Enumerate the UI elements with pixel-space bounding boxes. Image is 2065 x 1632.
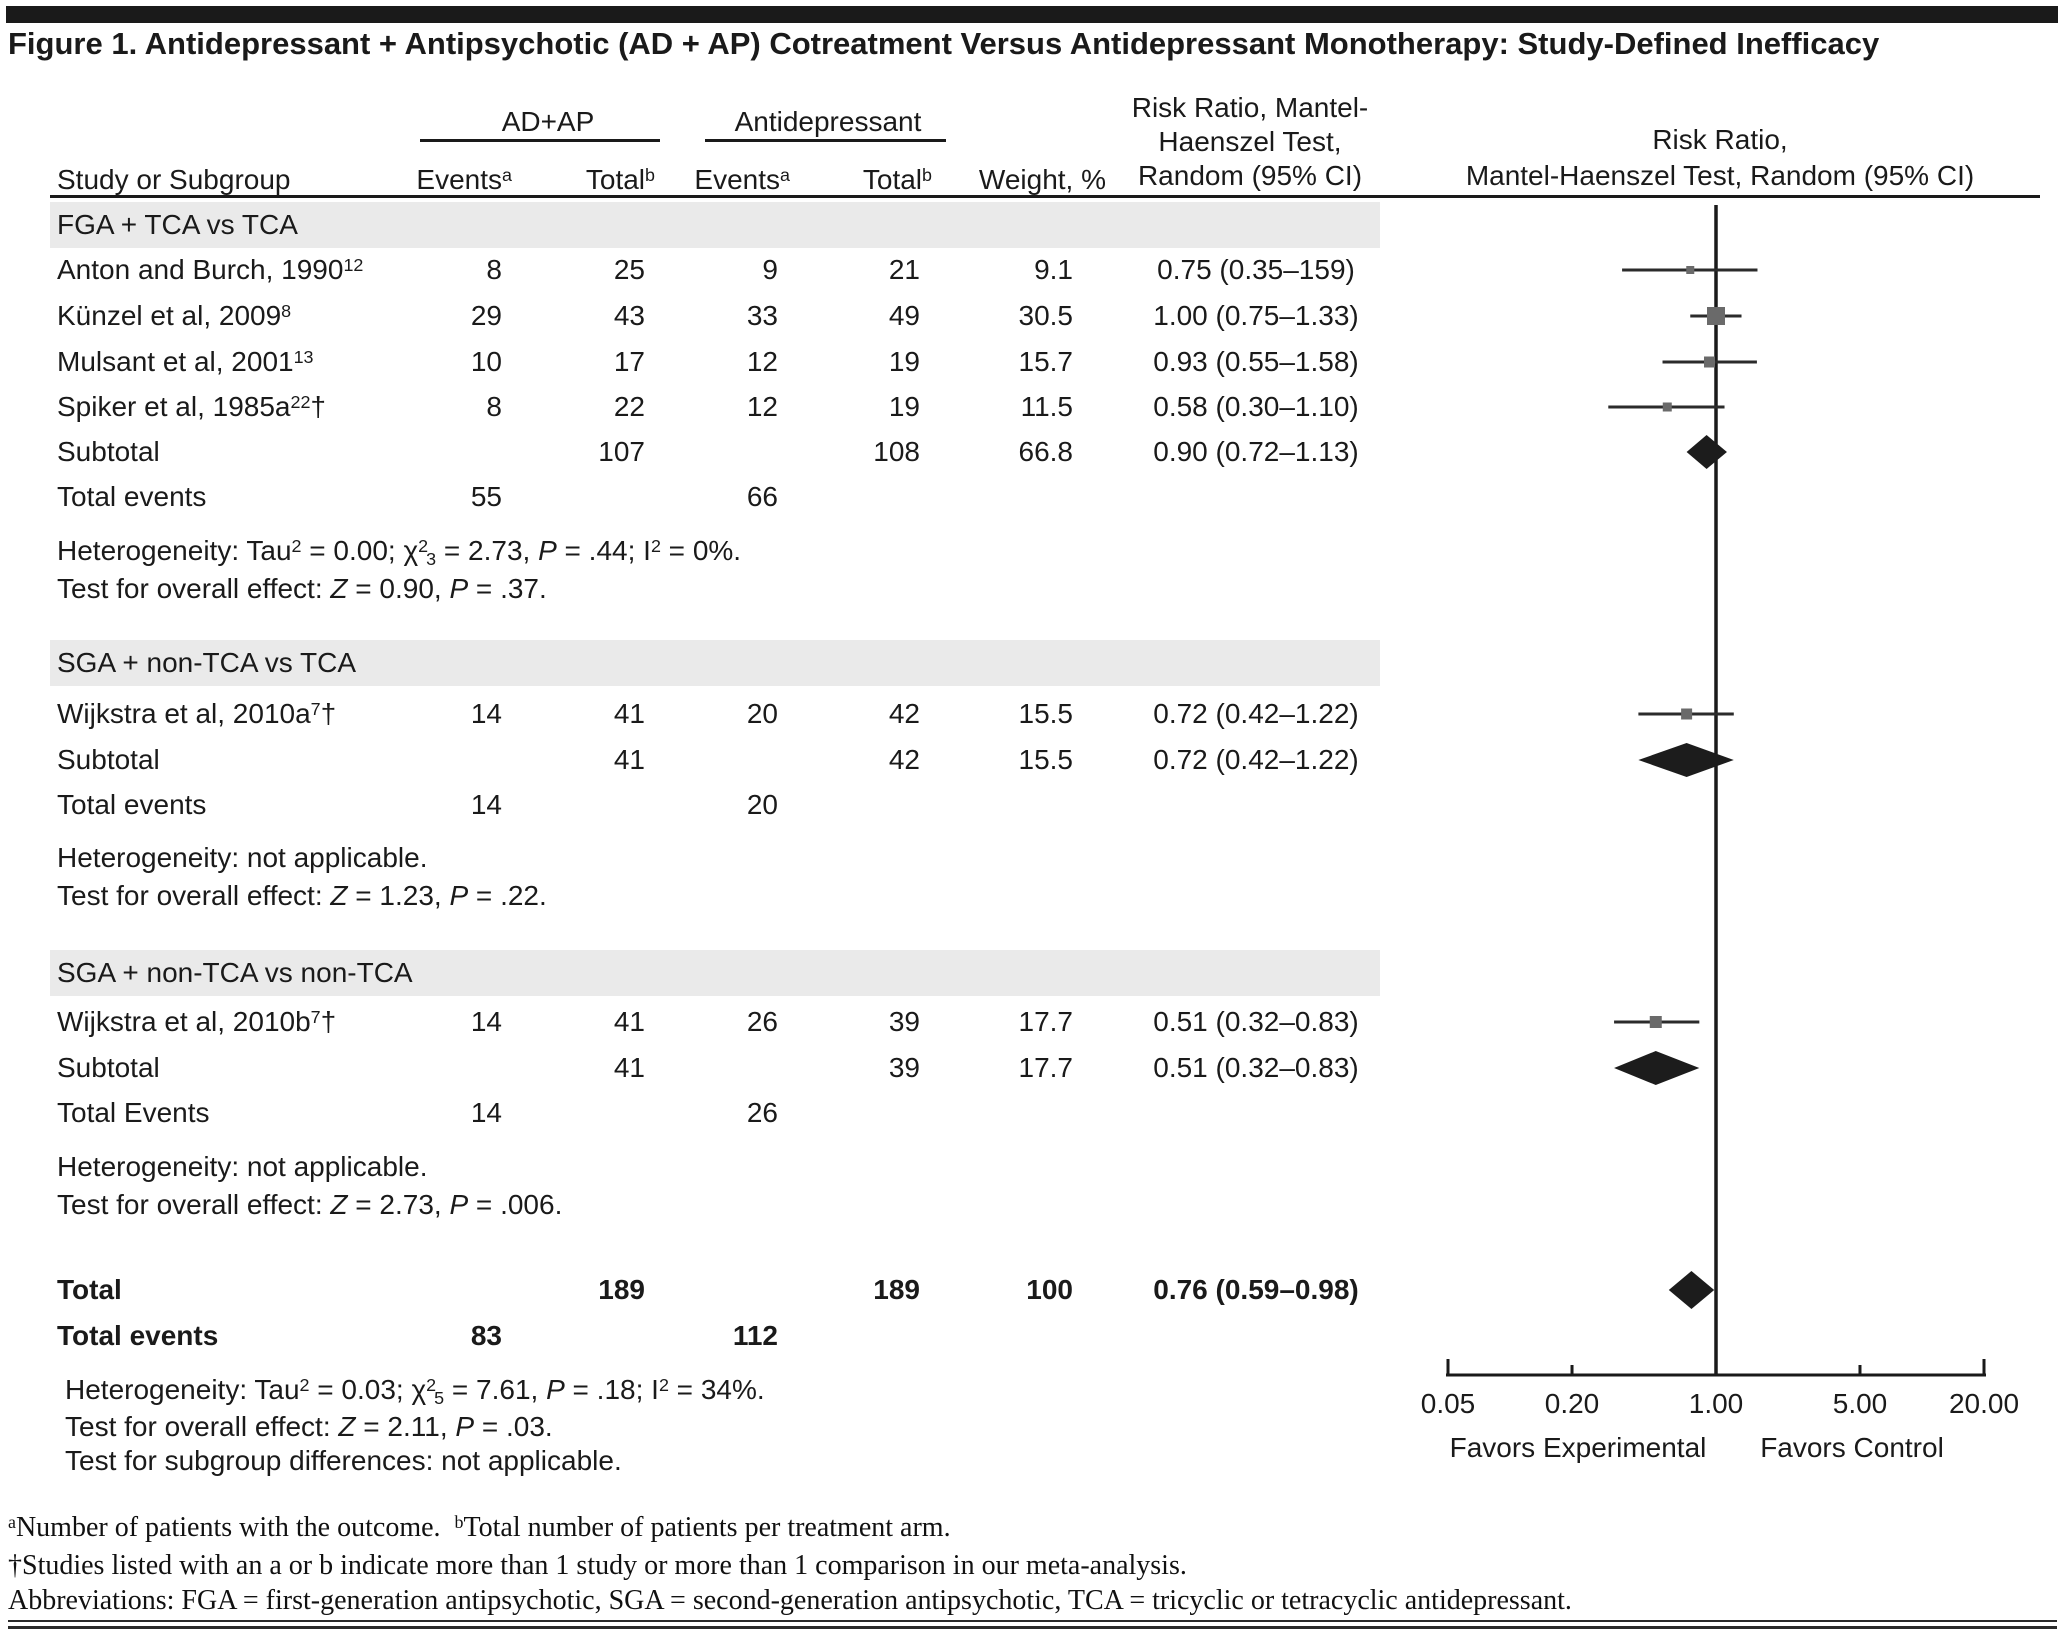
- axis-tick-label-0: 0.05: [1420, 1388, 1476, 1419]
- total-adap-value: 41: [613, 1052, 645, 1083]
- events-ad-value: 12: [746, 346, 778, 377]
- events-adap-value: 14: [470, 698, 502, 729]
- axis-tick-label-2: 1.00: [1688, 1388, 1744, 1419]
- risk-ratio-value: 0.72 (0.42–1.22): [1153, 744, 1359, 775]
- footnote-dagger: †Studies listed with an a or b indicate more than 1 study or more than 1 comparison in our meta-analysis.: [8, 1550, 1187, 1581]
- study-name-cell: [57, 1006, 336, 1041]
- events-sup-a: a: [502, 164, 512, 185]
- total-sup-b: b: [922, 164, 932, 185]
- risk-ratio-value: 0.93 (0.55–1.58): [1153, 346, 1359, 377]
- rich-sub: 5: [434, 1388, 445, 1409]
- total-ad-value: 19: [888, 346, 920, 377]
- rich-i: P: [546, 1374, 565, 1405]
- total-ad-value: 42: [888, 744, 920, 775]
- weight-value: 9.1: [1034, 254, 1073, 285]
- risk-ratio-value: 0.90 (0.72–1.13): [1153, 436, 1359, 467]
- risk-ratio-value: 0.76 (0.59–0.98): [1153, 1274, 1359, 1305]
- subtotal-label: Subtotal: [57, 436, 160, 467]
- header-plot-col-line2: Mantel-Haenszel Test, Random (95% CI): [1465, 160, 1975, 191]
- risk-ratio-value: 0.72 (0.42–1.22): [1153, 698, 1359, 729]
- study-ref: 7: [310, 698, 321, 719]
- rich-sup: 2: [650, 535, 661, 556]
- bottom-rule-2: [8, 1626, 2057, 1629]
- total-label: Total: [585, 164, 646, 195]
- weight-value: 66.8: [1018, 436, 1073, 467]
- stats-line: Heterogeneity: Tau$^2$ = 0.00; $\chi^23 = 2.73$, P = .44; $I^2 = 0\%$.: [57, 535, 742, 570]
- weight-value: 15.7: [1018, 346, 1073, 377]
- total-events-adap-value: 83: [470, 1320, 502, 1351]
- stats-line: Test for overall effect: Z = 1.23, P = .22.: [57, 880, 547, 911]
- subtotal-diamond: [1638, 743, 1733, 777]
- total-sup-b: b: [645, 164, 655, 185]
- weight-value: 15.5: [1018, 744, 1073, 775]
- favors-experimental-label: Favors Experimental: [1449, 1432, 1707, 1463]
- stats-line: Heterogeneity: Tau$^2$ = 0.03; $\chi^25 = 7.61$, P = .18; $I^2 = 34\%$.: [65, 1374, 765, 1409]
- rich-sup: 2: [291, 535, 302, 556]
- total-adap-value: 41: [613, 1006, 645, 1037]
- risk-ratio-value: 0.51 (0.32–0.83): [1153, 1052, 1359, 1083]
- study-name-cell: [57, 300, 291, 335]
- rich-sup: 2: [299, 1374, 310, 1395]
- total-ad-value: 39: [888, 1006, 920, 1037]
- effect-square: [1681, 709, 1692, 720]
- total-ad-value: 19: [888, 391, 920, 422]
- total-ad-value: 42: [888, 698, 920, 729]
- rich-i: P: [538, 535, 557, 566]
- effect-square: [1704, 357, 1715, 368]
- events-sup-a: a: [780, 164, 790, 185]
- total-events-label: Total Events: [57, 1097, 210, 1128]
- total-events-ad-value: 112: [732, 1320, 778, 1351]
- favors-control-label: Favors Control: [1760, 1432, 1944, 1463]
- rich-sup: 2: [658, 1374, 669, 1395]
- header-rule: [50, 195, 2040, 198]
- risk-ratio-value: 1.00 (0.75–1.33): [1153, 300, 1359, 331]
- study-name: Spiker et al, 1985a: [57, 391, 291, 422]
- rich-sup: b: [454, 1511, 464, 1532]
- total-adap-value: 41: [613, 744, 645, 775]
- footnote-a-b: $^a$Number of patients with the outcome. $^b$Total number of patients per treatment arm.: [8, 1511, 951, 1543]
- rich-sup: 2: [426, 1374, 437, 1395]
- effect-square: [1707, 307, 1725, 325]
- subtotal-label: Subtotal: [57, 1052, 160, 1083]
- total-adap-value: 107: [598, 436, 645, 467]
- rich-i: Z: [330, 880, 348, 911]
- study-ref: 8: [281, 300, 292, 321]
- stats-line: Test for overall effect: Z = 2.11, P = .03.: [65, 1411, 553, 1442]
- subtotal-diamond: [1614, 1051, 1699, 1085]
- subgroup-label: FGA + TCA vs TCA: [57, 209, 298, 240]
- events-label: Events: [694, 164, 781, 195]
- rich-i: P: [449, 880, 469, 911]
- study-name: Künzel et al, 2009: [57, 300, 282, 331]
- rich-i: Z: [330, 1189, 348, 1220]
- study-name: Mulsant et al, 2001: [57, 346, 294, 377]
- study-dagger: †: [320, 698, 337, 729]
- axis-tick-label-1: 0.20: [1544, 1388, 1600, 1419]
- study-name-cell: [57, 391, 326, 426]
- total-ad-value: 108: [873, 436, 920, 467]
- risk-ratio-value: 0.58 (0.30–1.10): [1153, 391, 1359, 422]
- total-ad-value: 189: [873, 1274, 920, 1305]
- stats-line: Test for overall effect: Z = 0.90, P = .37.: [57, 573, 547, 604]
- header-rr-col-line1: Risk Ratio, Mantel-: [1131, 92, 1369, 123]
- stats-line: Test for subgroup differences: not applicable.: [65, 1445, 622, 1476]
- events-adap-value: 14: [470, 1006, 502, 1037]
- rich-sup: 2: [418, 535, 429, 556]
- rich-i: Z: [330, 573, 348, 604]
- events-adap-value: 8: [486, 391, 502, 422]
- subtotal-diamond: [1687, 435, 1727, 469]
- total-diamond: [1669, 1271, 1714, 1309]
- weight-value: 15.5: [1018, 698, 1073, 729]
- events-ad-value: 20: [746, 698, 778, 729]
- bottom-rule-1: [8, 1620, 2057, 1622]
- events-ad-value: 9: [762, 254, 778, 285]
- total-adap-value: 17: [613, 346, 645, 377]
- study-ref: 7: [310, 1006, 321, 1027]
- study-name: Wijkstra et al, 2010a: [57, 698, 311, 729]
- total-adap-value: 41: [613, 698, 645, 729]
- study-name: Anton and Burch, 1990: [57, 254, 344, 285]
- header-adap-group: AD+AP: [501, 106, 595, 137]
- figure-title: Figure 1. Antidepressant + Antipsychotic (AD + AP) Cotreatment Versus Antidepressant Monotherapy: Study-Defined Inefficacy: [8, 26, 1880, 61]
- rich-i: P: [449, 573, 469, 604]
- axis-tick-label-3: 5.00: [1832, 1388, 1888, 1419]
- study-name-cell: [57, 698, 336, 733]
- subgroup-label: SGA + non-TCA vs non-TCA: [57, 957, 413, 988]
- total-events-ad-value: 66: [746, 481, 778, 512]
- total-adap-value: 189: [598, 1274, 645, 1305]
- weight-value: 30.5: [1018, 300, 1073, 331]
- weight-value: 17.7: [1018, 1052, 1073, 1083]
- axis-tick-label-4: 20.00: [1948, 1388, 2020, 1419]
- events-ad-value: 33: [746, 300, 778, 331]
- header-rr-col-line3: Random (95% CI): [1137, 160, 1363, 191]
- effect-square: [1663, 403, 1672, 412]
- rich-sub: 3: [426, 549, 437, 570]
- study-dagger: †: [310, 391, 326, 422]
- antidepressant-underline: [705, 139, 946, 142]
- total-events-label: Total events: [57, 789, 207, 820]
- total-ad-value: 39: [888, 1052, 920, 1083]
- events-adap-value: 29: [470, 300, 502, 331]
- header-plot-col-line1: Risk Ratio,: [1652, 124, 1788, 155]
- header-antidepressant-group: Antidepressant: [734, 106, 922, 137]
- total-adap-value: 22: [613, 391, 645, 422]
- study-name-cell: [57, 254, 363, 289]
- weight-value: 11.5: [1020, 391, 1073, 422]
- header-weight-col: Weight, %: [978, 164, 1106, 195]
- effect-square: [1686, 266, 1694, 274]
- adap-underline: [420, 139, 660, 142]
- weight-value: 17.7: [1018, 1006, 1073, 1037]
- total-ad-value: 49: [888, 300, 920, 331]
- stats-line: Test for overall effect: Z = 2.73, P = .006.: [57, 1189, 563, 1220]
- events-adap-value: 10: [470, 346, 502, 377]
- total-adap-value: 43: [613, 300, 645, 331]
- subgroup-label: SGA + non-TCA vs TCA: [57, 647, 357, 678]
- weight-value: 100: [1026, 1274, 1073, 1305]
- risk-ratio-value: 0.51 (0.32–0.83): [1153, 1006, 1359, 1037]
- stats-line: Heterogeneity: not applicable.: [57, 1151, 428, 1182]
- events-ad-value: 26: [746, 1006, 778, 1037]
- events-label: Events: [416, 164, 503, 195]
- total-ad-value: 21: [888, 254, 920, 285]
- events-ad-value: 12: [746, 391, 778, 422]
- rich-i: Z: [338, 1411, 356, 1442]
- header-total-ad: [772, 164, 932, 199]
- footnote-abbreviations: Abbreviations: FGA = first-generation antipsychotic, SGA = second-generation antipsychotic, TCA = tricyclic or tetracyclic antidepressant.: [8, 1585, 1572, 1616]
- total-events-ad-value: 20: [746, 789, 778, 820]
- total-events-adap-value: 14: [470, 789, 502, 820]
- header-events-adap: [352, 164, 512, 199]
- top-rule: [6, 6, 2058, 23]
- header-events-ad: [630, 164, 790, 199]
- grand-total-events-label: Total events: [57, 1320, 219, 1351]
- study-name: Wijkstra et al, 2010b: [57, 1006, 311, 1037]
- study-name-cell: [57, 346, 314, 381]
- header-study-col: Study or Subgroup: [57, 164, 291, 195]
- study-ref: 12: [343, 254, 364, 275]
- rich-i: P: [455, 1411, 475, 1442]
- total-events-adap-value: 14: [470, 1097, 502, 1128]
- total-adap-value: 25: [613, 254, 645, 285]
- subtotal-label: Subtotal: [57, 744, 160, 775]
- study-ref: 22: [290, 391, 311, 412]
- events-adap-value: 8: [486, 254, 502, 285]
- study-ref: 13: [293, 346, 314, 367]
- effect-square: [1650, 1016, 1662, 1028]
- total-events-label: Total events: [57, 481, 207, 512]
- total-events-ad-value: 26: [746, 1097, 778, 1128]
- total-events-adap-value: 55: [470, 481, 502, 512]
- grand-total-label: Total: [57, 1274, 122, 1305]
- stats-line: Heterogeneity: not applicable.: [57, 842, 428, 873]
- study-dagger: †: [320, 1006, 337, 1037]
- total-label: Total: [862, 164, 923, 195]
- header-rr-col-line2: Haenszel Test,: [1158, 126, 1342, 157]
- rich-i: P: [449, 1189, 469, 1220]
- rich-sup: a: [8, 1511, 16, 1532]
- risk-ratio-value: 0.75 (0.35–159): [1157, 254, 1355, 285]
